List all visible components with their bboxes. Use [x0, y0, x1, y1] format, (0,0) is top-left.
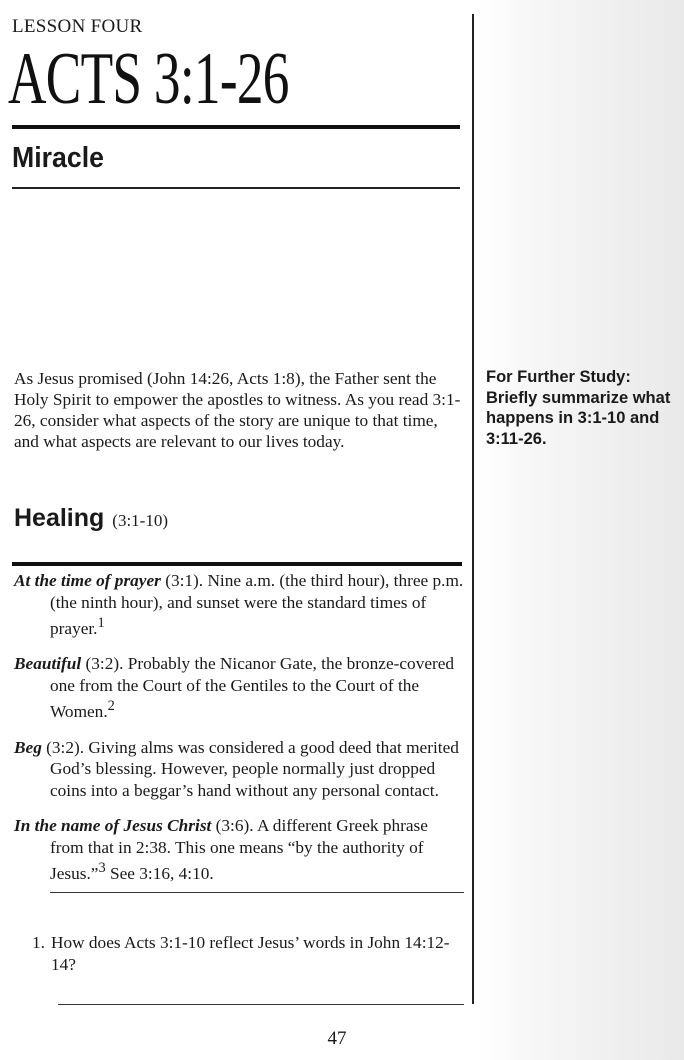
glossary-entry	[14, 653, 464, 722]
section-reference: (3:1-10)	[112, 511, 169, 530]
question-number: 1.	[32, 933, 45, 952]
further-study-note	[486, 367, 671, 449]
margin-column	[478, 0, 684, 1060]
glossary-term: In the name of Jesus Christ	[14, 816, 212, 836]
glossary-ref: (3:2).	[81, 654, 128, 674]
title-rule	[12, 125, 460, 129]
footnote-marker: 1	[97, 615, 105, 631]
glossary-entry	[14, 815, 464, 884]
glossary-end-rule	[50, 892, 464, 893]
glossary-list	[14, 570, 464, 898]
further-study-body: Briefly summarize what happens in 3:1-10 and 3:11-26.	[486, 388, 671, 448]
intro-paragraph: As Jesus promised (John 14:26, Acts 1:8), the Father sent the Holy Spirit to empower the apostles to witness. As you read 3:1-26, consider what aspects of the story are unique to that time, and what aspects are relevant to our lives today.	[14, 369, 461, 451]
glossary-text: A different Greek phrase from that in 2:38. This one means “by the authority of Jesus.”	[50, 816, 428, 883]
glossary-entry	[14, 737, 464, 802]
glossary-text: Nine a.m. (the third hour), three p.m. (the ninth hour), and sunset were the standard times of prayer.	[50, 571, 464, 638]
glossary-term: At the time of prayer	[14, 571, 161, 590]
subtitle-rule	[12, 187, 460, 189]
footnote-marker: 3	[98, 860, 106, 877]
section-title: Healing	[14, 504, 105, 532]
glossary-ref: (3:2).	[41, 737, 89, 757]
page-title: ACTS 3:1-26	[8, 38, 289, 120]
page-number: 47	[327, 1028, 347, 1049]
further-study-title: For Further Study:	[486, 368, 631, 386]
glossary-term: Beg	[14, 737, 42, 757]
glossary-entry	[14, 570, 464, 639]
answer-line	[58, 1004, 464, 1005]
column-divider	[472, 14, 474, 1004]
glossary-ref: (3:1).	[160, 571, 208, 590]
lesson-subtitle: Miracle	[12, 142, 104, 174]
glossary-ref: (3:6).	[211, 816, 257, 836]
glossary-text: Giving alms was considered a good deed that merited God’s blessing. However, people normally just dropped coins into a beggar’s hand without any personal contact.	[50, 737, 459, 800]
glossary-cross-ref: See 3:16, 4:10.	[105, 863, 214, 883]
lesson-label: LESSON FOUR	[12, 16, 143, 37]
glossary-text: Probably the Nicanor Gate, the bronze-covered one from the Court of the Gentiles to the Court of the Women.	[50, 654, 455, 722]
question-text: How does Acts 3:1-10 reflect Jesus’ words in John 14:12-14?	[51, 933, 450, 974]
section-rule	[12, 562, 462, 566]
glossary-term: Beautiful	[14, 654, 82, 674]
study-question	[32, 932, 452, 975]
footnote-marker: 2	[107, 698, 115, 715]
section-heading	[14, 504, 168, 533]
